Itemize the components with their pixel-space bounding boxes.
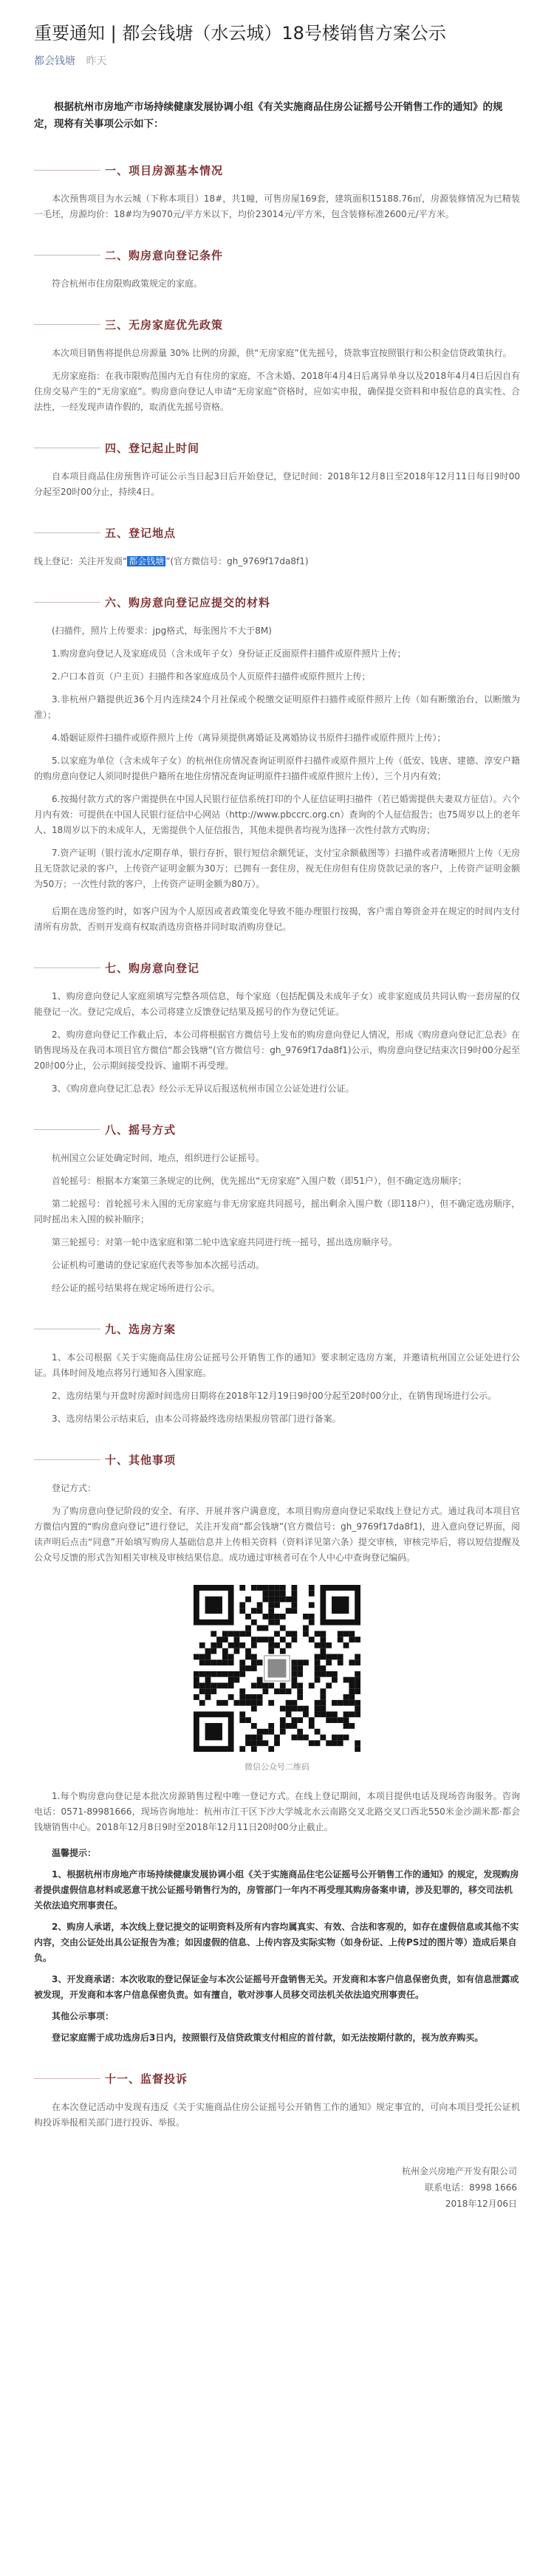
list-item: 2、选房结果与开盘时房源时间选房日期将在2018年12月19日9时00分起至20时00分止，在销售现场进行公示。 (52, 1391, 497, 1401)
warm-tip-item: 登记家庭需于成功选房后3日内，按照银行及信贷政策支付相应的首付款，如无法按期付款的，视为放弃购买。 (52, 2032, 484, 2043)
section-heading-1 (34, 162, 520, 178)
list-item: 在本次登记活动中发现有违反《关于实施商品住房公证摇号公开销售工作的通知》规定事宜的，可向本项目受托公证机构投诉举报相关部门进行投诉、举报。 (34, 2102, 520, 2128)
section-heading-6 (34, 595, 520, 610)
heading-divider (34, 255, 100, 256)
section-title: 十一、监督投诉 (105, 2072, 188, 2086)
list-item: 第三轮摇号：对第一轮中选家庭和第二轮中选家庭共同进行统一摇号，摇出选房顺序号。 (52, 1237, 398, 1247)
register-place-account[interactable]: 都会钱塘 (129, 556, 165, 566)
list-item: 公证机构可邀请的登记家庭代表等参加本次摇号活动。 (52, 1260, 265, 1270)
list-item: 1.每个购房意向登记是本批次房源销售过程中唯一登记方式。在线上登记期间，本项目提供电话及现场咨询服务。咨询电话：0571-89981666，现场咨询地址：杭州市江干区下沙大学城北水云南路交叉北路交叉口西北550米金沙湖米都·都会钱塘销售中心。2018年12月8日9时至2018年12月11日20时00分止截止。 (34, 1791, 520, 1832)
list-item: 1、本公司根据《关于实施商品住房公证摇号公开销售工作的通知》要求制定选房方案，并邀请杭州国立公证处进行公证。具体时间及地点将另行通知各入围家庭。 (34, 1352, 520, 1378)
qr-block (34, 1585, 520, 1772)
section-6-body (34, 623, 520, 892)
publish-date: 昨天 (86, 55, 107, 67)
register-method-label: 登记方式： (52, 1483, 97, 1493)
section-title: 六、购房意向登记应提交的材料 (105, 596, 271, 609)
section-7-body (34, 989, 520, 1097)
section-title: 三、无房家庭优先政策 (105, 318, 224, 332)
section-title: 一、项目房源基本情况 (105, 164, 224, 177)
qr-code-icon[interactable] (194, 1585, 360, 1752)
heading-divider (34, 170, 100, 171)
section-heading-4 (34, 440, 520, 456)
list-item: (扫描件，照片上传要求：jpg格式，每张图片不大于8M) (52, 626, 272, 636)
section-9-body (34, 1350, 520, 1427)
section-paragraph: 符合杭州市住房限购政策规定的家庭。 (52, 278, 203, 289)
section-title: 四、登记起止时间 (105, 442, 200, 455)
register-place-suffix: ”(官方微信号：gh_9769f17da8f1) (165, 556, 309, 566)
section-title: 五、登记地点 (105, 527, 177, 540)
section-heading-5 (34, 525, 520, 541)
list-item: 1、购房意向登记人家庭须填写完整各项信息，每个家庭（包括配偶及未成年子女）或非家庭成员共同认购一套房屋的仅能登记一次。登记完成后，本公司将建立反馈登记结果及摇号的作为登记凭证。 (34, 991, 520, 1017)
company-name: 杭州金兴房地产开发有限公司 (401, 2166, 517, 2176)
article-meta (34, 53, 520, 68)
heading-divider (34, 602, 100, 603)
section-paragraph: 本次项目销售将提供总房源量 30% 比例的房源，供“无房家庭”优先摇号，贷款事宜按照银行和公积金信贷政策执行。 (52, 348, 512, 358)
list-item: 1.购房意向登记人及家庭成员（含未成年子女）身份证正反面原件扫描件或原件照片上传； (52, 648, 406, 659)
section-title: 十、其他事项 (105, 1453, 177, 1467)
sections-1-5 (34, 162, 520, 541)
section-paragraph: 自本项目商品住房预售许可证公示当日起3日后开始登记，登记时间：2018年12月8日至2018年12月11日每日9时00分起至20时00分止，持续4日。 (34, 471, 520, 497)
list-item: 为了购房意向登记阶段的安全、有序、开展并客户满意度，本项目购房意向登记采取线上登记方式。通过我司本项目官方微信内置的“购房意向登记”进行登记，关注开发商“都会钱塘”(官方微信号：gh_9769f17da8f1)，进入意向登记界面，阅读声明后点击“同意”开始填写购房人基础信息并上传相关资料（资料详见第六条）提交审核，审核完毕后，将以短信提醒及公众号反馈的形式告知相关审核及审核结果信息。成功通过审核者可在个人中心中查询登记编码。 (34, 1506, 520, 1563)
section-title: 七、购房意向登记 (105, 962, 200, 975)
section-heading-3 (34, 317, 520, 332)
warm-tip-list (34, 1867, 520, 2046)
contact-phone: 联系电话：8998 1666 (425, 2182, 517, 2193)
section-heading-2 (34, 247, 520, 263)
list-item: 7.资产证明（银行流水/定期存单，银行存折，银行短信余额凭证，支付宝余额截图等）扫描件或者清晰照片上传（无房且无贷款记录的客户，上传资产证明金额为30万；已拥有一套住房，视无住房但有住房贷款记录的客户，上传资产证明金额为50万；一次性付款的客户，上传资产证明金额为80万）。 (34, 848, 520, 889)
list-item: 第二轮摇号：首轮摇号未入围的无房家庭与非无房家庭共同摇号，摇出剩余入围户数（即118户），但不确定选房顺序，同时摇出未入围的候补顺序； (34, 1199, 520, 1224)
warm-tip-item: 2、购房人承诺，本次线上登记提交的证明资料及所有内容均属真实、有效、合法和客观的，如存在虚假信息或其他不实内容，交由公证处出具公证报告为准；如因虚假的信息、上传内容及实际实物（如身份证、上传PS过的图片等）造成后果自负。 (34, 1922, 519, 1963)
section-title: 九、选房方案 (105, 1323, 177, 1336)
warm-tip-item: 3、开发商承诺：本次收取的登记保证金与本次公证摇号开盘销售无关。开发商和本客户信息保密负责，如有信息泄露或被发现，开发商和本客户信息保密负责。如有擅自，敬对涉事人员移交司法机关依法追究刑事责任。 (34, 1974, 519, 2000)
warm-tip-item: 其他公示事项： (52, 2011, 114, 2021)
section-heading-9 (34, 1321, 520, 1337)
signature-block (34, 2163, 520, 2212)
warm-tip-item: 1、根据杭州市房地产市场持续健康发展协调小组《关于实施商品住宅公证摇号公开销售工作的通知》的规定，发现购房者提供虚假信息材料或恶意干扰公证摇号销售行为的，房管部门一年内不再受理其购房备案申请，涉及犯罪的，移交司法机关依法追究刑事责任。 (34, 1869, 519, 1911)
warm-tip-title: 温馨提示： (52, 1848, 97, 1858)
list-item: 2、购房意向登记工作截止后，本公司将根据官方微信号上发布的购房意向登记人情况，形成《购房意向登记汇总表》在销售现场及在我司本项目官方微信“都会钱塘”(官方微信号：gh_9769f17da8f1)公示，购房意向登记结束次日9时00分起至20时00分止，公示期间接受投诉、逾期不再受理。 (34, 1030, 520, 1071)
list-item: 3、《购房意向登记汇总表》经公示无异议后报送杭州市国立公证处进行公证。 (52, 1083, 355, 1094)
heading-divider (34, 2078, 100, 2079)
section-heading-11 (34, 2071, 520, 2086)
section-10-body (34, 1504, 520, 1566)
heading-divider (34, 1459, 100, 1460)
section-10-after-qr (34, 1789, 520, 1835)
qr-caption: 微信公众号二维码 (244, 1762, 310, 1772)
sign-date: 2018年12月06日 (445, 2199, 517, 2209)
list-item: 经公证的摇号结果将在规定场所进行公示。 (52, 1283, 221, 1293)
list-item: 6.按揭付款方式的客户需提供在中国人民银行征信系统打印的个人征信证明扫描件（若已婚需提供夫妻双方征信）。六个月内有效：可提供在中国人民银行征信中心网站（http://www.pbccrc.org.cn）查询的个人征信报告；也75周岁以上的老年人、18周岁以下的未成年人，无需提供个人征信报告，其他未提供者均视为选择一次性付款方式购房； (34, 794, 520, 835)
section-title: 八、摇号方式 (105, 1123, 177, 1137)
section-heading-7 (34, 960, 520, 976)
section-heading-10 (34, 1452, 520, 1467)
heading-divider (34, 967, 100, 968)
list-item: 首轮摇号：根据本方案第三条规定的比例，优先摇出“无房家庭”入围户数（即51户），但不确定选房顺序； (52, 1176, 467, 1186)
heading-divider (34, 324, 100, 325)
section-11-body (34, 2100, 520, 2131)
list-item: 杭州国立公证处确定时间、地点，组织进行公证摇号。 (52, 1153, 265, 1163)
section-paragraph: 本次预售项目为水云城（下称本项目）18#，共1幢，可售房屋169套，建筑面积15188.76㎡，房源装修情况为已精装一毛坯，房源均价：18#均为9070元/平方米以下，均价23014元/平方米，包含装修标准2600元/平方米。 (34, 193, 520, 219)
section-paragraph: 无房家庭指：在我市限购范围内无自有住房的家庭，不含未婚、2018年4月4日后离异单身以及2018年4月4日后因自有住房交易产生的“无房家庭”。购房意向登记人申请“无房家庭”资格时，应如实申报，确保提交资料和申报信息的真实性、合法性，一经发现声请作假的，取消优先摇号资格。 (34, 371, 520, 412)
list-item: 3、选房结果公示结束后，由本公司将最终选房结果报房管部门进行备案。 (52, 1414, 341, 1424)
section-8-body (34, 1151, 520, 1296)
account-link[interactable]: 都会钱塘 (34, 55, 75, 67)
section-6-note: 后期在选房签约时，如客户因为个人原因或者政策变化导致不能办理银行按揭，客户需自筹资金并在规定的时间内支付清所有房款，否则开发商有权取消选房资格并同时取消购房登记。 (34, 906, 520, 932)
page-title: 重要通知 | 都会钱塘（水云城）18号楼销售方案公示 (34, 23, 446, 44)
register-place (34, 554, 520, 569)
list-item: 3.非杭州户籍提供近36个月内连续24个月社保或个税缴交证明原件扫描件或原件照片上传（如有断缴治台，以断缴为准）； (34, 694, 520, 720)
heading-divider (34, 1129, 100, 1130)
list-item: 4.婚姻证原件扫描件或原件照片上传（离异须提供离婚证及离婚协议书原件扫描件或原件照片上传）； (52, 733, 446, 743)
list-item: 5.以家庭为单位（含未成年子女）的杭州住房情况查询证明原件扫描件或原件照片上传（低安、钱唐、建德、淳安户籍的购房意向登记人须同时提供户籍所在地住房情况查询证明原件扫描件或原件照片上传），三个月内有效； (34, 756, 520, 781)
list-item: 2.户口本首页（户主页）扫描件和各家庭成员个人页原件扫描件或原件照片上传； (52, 671, 371, 682)
heading-divider (34, 532, 100, 533)
section-title: 二、购房意向登记条件 (105, 249, 224, 262)
register-place-prefix: 线上登记：关注开发商“ (34, 556, 128, 566)
intro-paragraph: 根据杭州市房地产市场持续健康发展协调小组《有关实施商品住房公证摇号公开销售工作的通知》的规定，现将有关事项公示如下： (34, 101, 503, 130)
section-heading-8 (34, 1122, 520, 1137)
